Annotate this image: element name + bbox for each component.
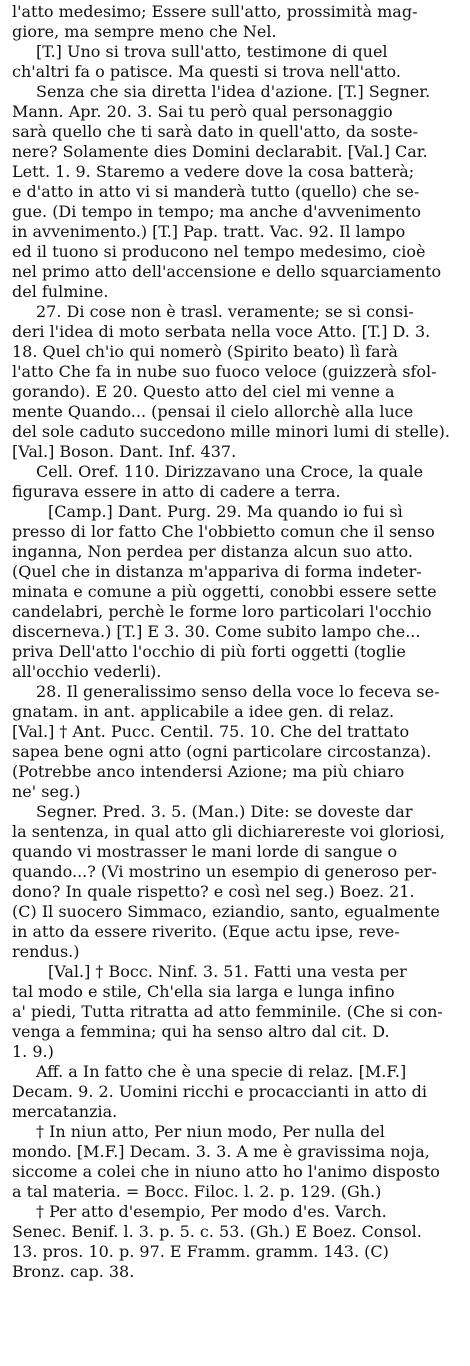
text-line: (Quel che in distanza m'appariva di forma indeter- bbox=[12, 562, 422, 581]
text-line: dono? In quale rispetto? e così nel seg.) Boez. 21. bbox=[12, 882, 415, 901]
text-line: candelabri, perchè le forme loro particolari l'occhio bbox=[12, 602, 432, 621]
text-column bbox=[12, 2, 460, 1282]
text-line: e d'atto in atto vi si manderà tutto (quello) che se- bbox=[12, 182, 420, 201]
text-line: l'atto Che fa in nube suo fuoco veloce (guizzerà sfol- bbox=[12, 362, 437, 381]
text-line: [Val.] Boson. Dant. Inf. 437. bbox=[12, 442, 237, 461]
text-line: gorando). E 20. Questo atto del ciel mi venne a bbox=[12, 382, 395, 401]
text-line: giore, ma sempre meno che Nel. bbox=[12, 22, 277, 41]
text-line: minata e comune a più oggetti, conobbi essere sette bbox=[12, 582, 437, 601]
text-line: mondo. [M.F.] Decam. 3. 3. A me è gravissima noja, bbox=[12, 1142, 430, 1161]
text-line: Cell. Oref. 110. Dirizzavano una Croce, la quale bbox=[36, 462, 424, 481]
text-line: Senza che sia diretta l'idea d'azione. [T.] Segner. bbox=[36, 82, 431, 101]
text-line: presso di lor fatto Che l'obbietto comun che il senso bbox=[12, 522, 435, 541]
text-line: † In niun atto, Per niun modo, Per nulla del bbox=[36, 1122, 385, 1141]
paragraph-p27 bbox=[12, 302, 460, 682]
text-line: 18. Quel ch'io qui nomerò (Spirito beato) lì farà bbox=[12, 342, 398, 361]
text-line: † Per atto d'esempio, Per modo d'es. Varch. bbox=[36, 1202, 387, 1221]
text-line: in atto da essere riverito. (Eque actu ipse, reve- bbox=[12, 922, 400, 941]
text-line: priva Dell'atto l'occhio di più forti oggetti (toglie bbox=[12, 642, 406, 661]
text-line: gue. (Di tempo in tempo; ma anche d'avvenimento bbox=[12, 202, 422, 221]
text-line: deri l'idea di moto serbata nella voce Atto. [T.] D. 3. bbox=[12, 322, 431, 341]
text-line: a' piedi, Tutta ritratta ad atto femminile. (Che si con- bbox=[12, 1002, 443, 1021]
text-line: siccome a colei che in niuno atto ho l'animo disposto bbox=[12, 1162, 440, 1181]
text-line: gnatam. in ant. applicabile a idee gen. di relaz. bbox=[12, 702, 395, 721]
text-line: [Val.] † Ant. Pucc. Centil. 75. 10. Che del trattato bbox=[12, 722, 410, 741]
text-line: all'occhio vederli). bbox=[12, 662, 162, 681]
text-line: Bronz. cap. 38. bbox=[12, 1262, 135, 1281]
text-line: Lett. 1. 9. Staremo a vedere dove la cosa batterà; bbox=[12, 162, 415, 181]
text-line: del fulmine. bbox=[12, 282, 109, 301]
text-line: [Camp.] Dant. Purg. 29. Ma quando io fui sì bbox=[48, 502, 403, 521]
text-line: Mann. Apr. 20. 3. Sai tu però qual personaggio bbox=[12, 102, 393, 121]
text-line: rendus.) bbox=[12, 942, 80, 961]
text-line: ed il tuono si producono nel tempo medesimo, cioè bbox=[12, 242, 426, 261]
text-line: del sole caduto succedono mille minori lumi di stelle). bbox=[12, 422, 450, 441]
text-line: [Val.] † Bocc. Ninf. 3. 51. Fatti una vesta per bbox=[48, 962, 407, 981]
text-line: 1. 9.) bbox=[12, 1042, 54, 1061]
text-line: (C) Il suocero Simmaco, eziandio, santo, egualmente bbox=[12, 902, 440, 921]
text-line: tal modo e stile, Ch'ella sia larga e lunga infino bbox=[12, 982, 395, 1001]
text-line: Aff. a In fatto che è una specie di relaz. [M.F.] bbox=[36, 1062, 407, 1081]
text-line: figurava essere in atto di cadere a terra. bbox=[12, 482, 341, 501]
text-line: quando...? (Vi mostrino un esempio di generoso per- bbox=[12, 862, 437, 881]
text-line: in avvenimento.) [T.] Pap. tratt. Vac. 92. Il lampo bbox=[12, 222, 406, 241]
paragraph-intro bbox=[12, 2, 460, 302]
text-line: l'atto medesimo; Essere sull'atto, prossimità mag- bbox=[12, 2, 418, 21]
text-line: 27. Di cose non è trasl. veramente; se si consi- bbox=[36, 302, 414, 321]
text-line: ne' seg.) bbox=[12, 782, 81, 801]
text-line: sarà quello che ti sarà dato in quell'atto, da soste- bbox=[12, 122, 418, 141]
text-line: ch'altri fa o patisce. Ma questi si trova nell'atto. bbox=[12, 62, 401, 81]
paragraph-p28 bbox=[12, 682, 460, 1282]
text-line: mercatanzia. bbox=[12, 1102, 118, 1121]
text-line: nere? Solamente dies Domini declarabit. [Val.] Car. bbox=[12, 142, 428, 161]
text-line: 28. Il generalissimo senso della voce lo feceva se- bbox=[36, 682, 440, 701]
text-line: (Potrebbe anco intendersi Azione; ma più chiaro bbox=[12, 762, 405, 781]
text-line: discerneva.) [T.] E 3. 30. Come subito lampo che... bbox=[12, 622, 421, 641]
text-line: Segner. Pred. 3. 5. (Man.) Dite: se doveste dar bbox=[36, 802, 413, 821]
text-line: la sentenza, in qual atto gli dichiarereste voi gloriosi, bbox=[12, 822, 445, 841]
text-line: 13. pros. 10. p. 97. E Framm. gramm. 143. (C) bbox=[12, 1242, 389, 1261]
text-line: quando vi mostrasser le mani lorde di sangue o bbox=[12, 842, 398, 861]
text-line: Decam. 9. 2. Uomini ricchi e procaccianti in atto di bbox=[12, 1082, 428, 1101]
text-line: Senec. Benif. l. 3. p. 5. c. 53. (Gh.) E Boez. Consol. bbox=[12, 1222, 422, 1241]
text-line: nel primo atto dell'accensione e dello squarciamento bbox=[12, 262, 442, 281]
text-line: mente Quando... (pensai il cielo allorchè alla luce bbox=[12, 402, 414, 421]
text-line: inganna, Non perdea per distanza alcun suo atto. bbox=[12, 542, 413, 561]
text-line: [T.] Uno si trova sull'atto, testimone di quel bbox=[36, 42, 388, 61]
text-line: sapea bene ogni atto (ogni particolare circostanza). bbox=[12, 742, 432, 761]
text-line: venga a femmina; qui ha senso altro dal cit. D. bbox=[12, 1022, 390, 1041]
text-line: a tal materia. = Bocc. Filoc. l. 2. p. 129. (Gh.) bbox=[12, 1182, 382, 1201]
